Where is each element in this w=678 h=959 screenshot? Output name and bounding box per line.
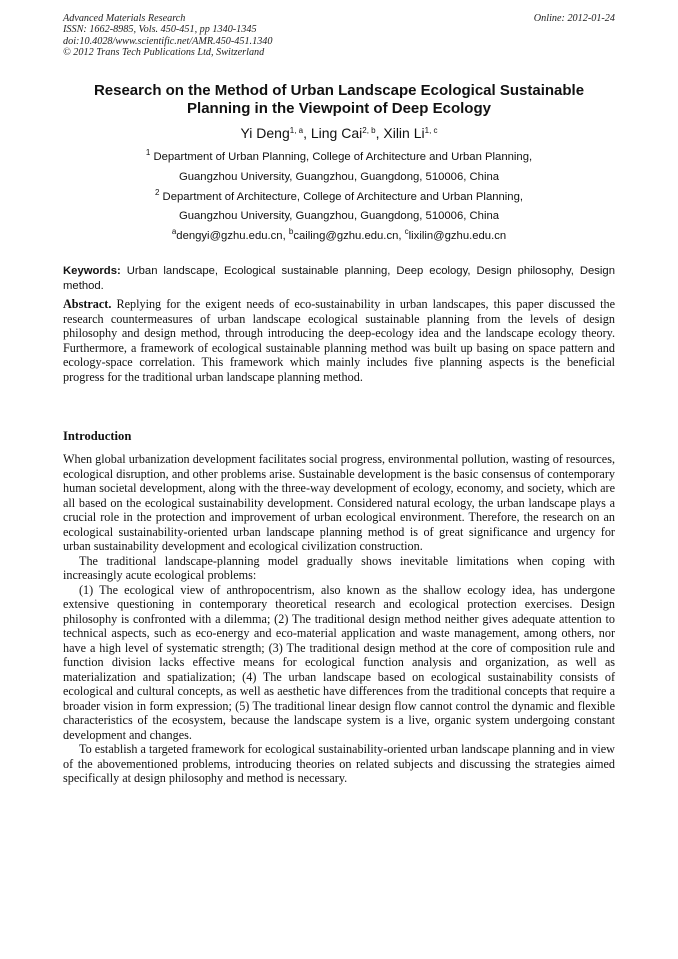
author-name: Xilin Li [383,125,425,141]
abstract-paragraph [63,297,615,384]
paragraph: When global urbanization development facilitates social progress, environmental pollution, wasting of resources, ecological disruption, and other problems arise. Sustainable development is the basic consensus of contemporary human societal development, along with the three-way development of ecology, economy, and society, which are all based on the ecological sustainability development. Considered natural ecology, the urban landscape plays a crucial role in the protection and improvement of urban ecological environment. Therefore, the research on an ecological sustainability-oriented urban landscape planning method is of great significance and urgency for urban sustainability development and ecological civilization construction. [63,452,615,553]
email-mark: c [404,227,409,237]
paragraph: (1) The ecological view of anthropocentrism, also known as the shallow ecology idea, has undergone extensive questioning in contemporary theoretical research and ecological protection exercises. Design philosophy is confronted with a dilemma; (2) The traditional design method neither gives adequate attention to technical aspects, such as eco-energy and eco-material application and waste management, among others, nor have a high level of systematic strength; (3) The traditional design method at the core of composition rule and function division lacks effective means for ecological function analysis and organization, as well as materialization and spatialization; (4) The urban landscape based on ecological sustainability consists of ecological and cultural concepts, as well as aesthetic have differences from the traditional concepts that require a broader vision in form expression; (5) The traditional linear design flow cannot control the dynamic and flexible characteristics of the ecosystem, because the landscape system is a live, organic system undergoing constant development and changes. [63,582,615,742]
affiliation-mark: 1 [145,148,151,157]
email-line [63,227,615,247]
affiliation-2-line-2: Guangzhou University, Guangzhou, Guangdong, 510006, China [178,210,500,223]
author-affiliation-mark: 1, a [289,126,304,135]
email-link[interactable]: dengyi@gzhu.edu.cn, [176,230,289,243]
affiliation-2-line-1 [63,188,615,208]
affiliation-1-line-1 [63,148,615,168]
paper-title [63,82,615,118]
affiliation-mark: 2 [154,187,160,197]
author-separator: , [375,125,384,141]
title-line-2: Planning in the Viewpoint of Deep Ecology [187,100,491,117]
doi-line[interactable]: doi:10.4028/www.scientific.net/AMR.450-451.1340 [63,35,273,47]
paragraph: The traditional landscape-planning model gradually shows inevitable limitations when coping with increasingly acute ecological problems: [63,553,615,582]
affiliation-text: Department of Architecture, College of Architecture and Urban Planning, [159,190,524,203]
author-separator: , [303,125,311,141]
copyright-line: © 2012 Trans Tech Publications Ltd, Switzerland [63,47,265,59]
author-name: Ling Cai [310,125,363,141]
author-name: Yi Deng [240,125,290,141]
author-list [63,124,615,142]
journal-header [63,13,615,59]
section-heading-introduction: Introduction [63,429,132,443]
keywords [63,264,615,293]
keywords-label: Keywords: [63,265,121,277]
abstract-text: Replying for the exigent needs of eco-sustainability in urban landscapes, this paper discussed the research countermeasures of urban landscape ecological sustainable planning from the levels of design philosophy and design method, through introducing the deep-ecology idea and the landscape ecology theory. Furthermore, a framework of ecological sustainable planning method was built up basing on space pattern and ecology-space correlation. This framework which mainly includes five planning aspects is the beneficial progress for the traditional urban landscape planning method. [63,297,615,384]
email-link[interactable]: lixilin@gzhu.edu.cn [408,230,507,243]
affiliations [63,148,615,247]
online-date: Online: 2012-01-24 [533,13,615,24]
email-mark: a [171,227,177,237]
title-line-1: Research on the Method of Urban Landscape Ecological Sustainable [93,82,585,99]
issn-line: ISSN: 1662-8985, Vols. 450-451, pp 1340-1345 [63,24,257,36]
paragraph: To establish a targeted framework for ecological sustainability-oriented urban landscape planning and in view of the abovementioned problems, introducing theories on related subjects and discussing the strategies aimed specifically at design philosophy and method is necessary. [63,742,615,785]
author-affiliation-mark: 2, b [362,126,376,135]
email-mark: b [288,227,294,237]
abstract-label: Abstract. [63,297,112,311]
introduction-body [63,452,615,786]
keywords-text: Urban landscape, Ecological sustainable planning, Deep ecology, Design philosophy, Design method. [63,265,615,292]
affiliation-1-line-2: Guangzhou University, Guangzhou, Guangdong, 510006, China [178,170,500,183]
abstract [63,297,615,384]
affiliation-text: Department of Urban Planning, College of Architecture and Urban Planning, [150,151,533,163]
author-affiliation-mark: 1, c [424,126,438,135]
journal-name: Advanced Materials Research [63,13,186,24]
email-link[interactable]: cailing@gzhu.edu.cn, [293,230,405,243]
